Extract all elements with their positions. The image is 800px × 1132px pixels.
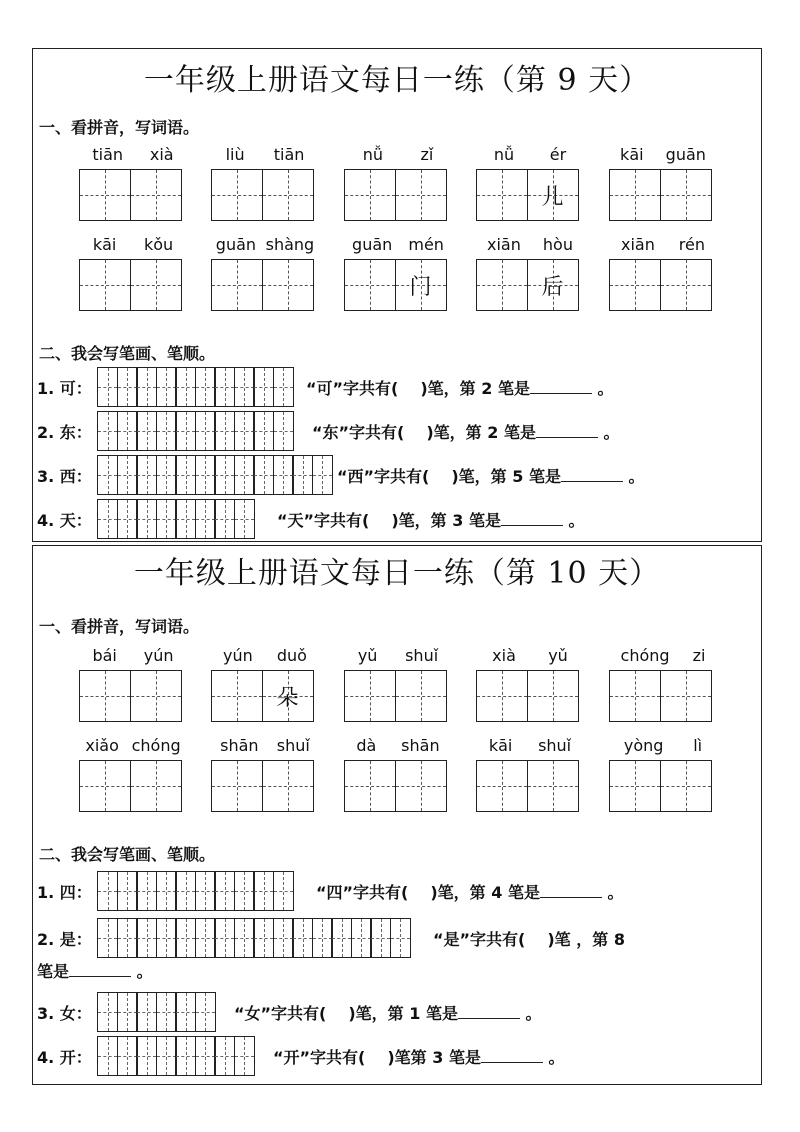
answer-blank[interactable] [481,1046,543,1063]
given-character [528,761,578,811]
given-character: 朵 [276,685,299,711]
day10-panel [32,545,762,1085]
tianzige-cell[interactable] [395,259,447,311]
day9-section2-heading: 二、我会写笔画、笔顺。 [39,344,216,363]
stroke-question: “天”字共有( )笔，第 3 笔是 。 [277,510,585,530]
given-character [477,260,527,310]
stroke-box[interactable] [195,499,216,539]
stroke-box[interactable] [156,1036,177,1076]
tianzige-cell[interactable] [262,259,314,311]
tianzige-cell[interactable] [476,670,528,722]
tianzige-cell[interactable] [609,670,661,722]
day10-stroke-row-1 [37,871,624,911]
tianzige-cell[interactable] [79,670,131,722]
tianzige-cell[interactable] [211,760,263,812]
tianzige-cell[interactable] [79,760,131,812]
pinyin-label [476,736,584,755]
tianzige-cell[interactable] [130,169,182,221]
pinyin-syllable: yǔ [548,646,568,665]
stroke-box[interactable] [214,499,235,539]
pinyin-syllable: hòu [542,235,573,254]
stroke-box[interactable] [175,455,196,495]
stroke-box[interactable] [136,367,157,407]
stroke-box[interactable] [175,411,196,451]
tianzige-cell[interactable] [660,259,712,311]
pinyin-syllable: xiān [620,235,655,254]
pinyin-syllable: mén [408,235,444,254]
pinyin-syllable: yún [223,646,253,665]
given-character [661,260,711,310]
day9-stroke-row-1 [37,367,614,407]
answer-blank[interactable] [458,1002,520,1019]
given-character [212,671,262,721]
stroke-box[interactable] [136,411,157,451]
stroke-box[interactable] [117,499,138,539]
given-character [610,260,660,310]
stroke-label: 4. 天： [37,510,92,530]
pinyin-syllable: shuǐ [538,736,572,755]
stroke-question: “可”字共有( )笔，第 2 笔是 。 [306,378,614,398]
pinyin-syllable: ér [549,145,567,164]
stroke-box[interactable] [273,411,294,451]
pinyin-label [79,736,187,755]
given-character [80,671,130,721]
pinyin-label [476,235,584,254]
pinyin-syllable: zǐ [420,145,434,164]
tianzige-cell[interactable] [527,760,579,812]
tianzige-cell[interactable] [527,169,579,221]
day10-section2-heading: 二、我会写笔画、笔顺。 [39,845,216,864]
stroke-box[interactable] [214,918,235,958]
stroke-box[interactable] [195,411,216,451]
given-character [528,671,578,721]
stroke-box[interactable] [195,871,216,911]
stroke-box[interactable] [195,367,216,407]
stroke-box[interactable] [97,455,118,495]
pinyin-syllable: lì [693,736,703,755]
stroke-box[interactable] [214,411,235,451]
pinyin-label [609,235,717,254]
given-character [131,170,181,220]
given-character [345,260,395,310]
given-character: 门 [409,274,432,300]
given-character [263,761,313,811]
pinyin-syllable: kāi [488,736,513,755]
stroke-box[interactable] [97,367,118,407]
tianzige-cell[interactable] [609,169,661,221]
stroke-box[interactable] [214,1036,235,1076]
given-character [610,671,660,721]
given-character [212,761,262,811]
pinyin-label [211,736,319,755]
pinyin-syllable: shuǐ [276,736,310,755]
stroke-box[interactable] [97,992,118,1032]
pinyin-label [211,646,319,665]
answer-blank[interactable] [69,960,131,977]
pinyin-syllable: bái [92,646,117,665]
stroke-box[interactable] [312,918,333,958]
tianzige-cell[interactable] [660,760,712,812]
stroke-box[interactable] [175,367,196,407]
given-character [212,170,262,220]
stroke-box[interactable] [136,499,157,539]
tianzige-cell[interactable] [660,169,712,221]
stroke-box[interactable] [195,992,216,1032]
stroke-box[interactable] [195,455,216,495]
tianzige-cell[interactable] [130,760,182,812]
pinyin-label [79,145,187,164]
pinyin-label [211,235,319,254]
pinyin-syllable: shuǐ [405,646,439,665]
stroke-question: “四”字共有( )笔，第 4 笔是 。 [316,882,624,902]
stroke-question: “是”字共有( )笔 ，第 8 [433,929,625,949]
day9-panel [32,48,762,542]
pinyin-syllable: xià [149,145,174,164]
pinyin-label [609,145,717,164]
stroke-box[interactable] [175,1036,196,1076]
stroke-box[interactable] [156,367,177,407]
stroke-box[interactable] [253,411,274,451]
given-character [610,170,660,220]
stroke-box[interactable] [175,992,196,1032]
stroke-box[interactable] [234,871,255,911]
given-character [396,761,446,811]
stroke-box[interactable] [136,992,157,1032]
answer-blank[interactable] [536,421,598,438]
pinyin-syllable: shān [401,736,440,755]
given-character [477,170,527,220]
stroke-box[interactable] [234,499,255,539]
given-character [661,170,711,220]
given-character [80,260,130,310]
pinyin-syllable: tiān [273,145,305,164]
stroke-box[interactable] [234,455,255,495]
pinyin-syllable: liù [225,145,245,164]
given-character [661,671,711,721]
tianzige-cell[interactable] [130,670,182,722]
stroke-box[interactable] [156,411,177,451]
stroke-box[interactable] [234,367,255,407]
given-character [80,170,130,220]
pinyin-label [79,235,187,254]
stroke-box[interactable] [292,455,313,495]
day10-section1-heading: 一、看拼音，写词语。 [39,617,200,636]
pinyin-syllable: kāi [92,235,117,254]
stroke-question: “开”字共有( )笔第 3 笔是 。 [273,1047,565,1067]
stroke-box[interactable] [136,871,157,911]
stroke-box[interactable] [351,918,372,958]
pinyin-syllable: tiān [92,145,124,164]
given-character: 后 [541,274,564,300]
day9-section1-heading: 一、看拼音，写词语。 [39,118,200,137]
day9-stroke-row-2 [37,411,620,451]
stroke-box[interactable] [253,871,274,911]
pinyin-syllable: yòng [623,736,664,755]
given-character [396,170,446,220]
pinyin-syllable: nǚ [362,145,383,164]
pinyin-syllable: guān [215,235,257,254]
pinyin-syllable: shàng [265,235,315,254]
stroke-label: 1. 可： [37,378,92,398]
stroke-box[interactable] [390,918,411,958]
stroke-box[interactable] [253,455,274,495]
stroke-grid[interactable] [97,411,292,451]
stroke-box[interactable] [117,1036,138,1076]
stroke-box[interactable] [273,455,294,495]
stroke-box[interactable] [312,455,333,495]
pinyin-label [344,646,452,665]
pinyin-label [79,646,187,665]
stroke-question: “女”字共有( )笔，第 1 笔是 。 [234,1003,542,1023]
stroke-grid[interactable] [97,367,292,407]
stroke-box[interactable] [117,871,138,911]
pinyin-syllable: xià [492,646,516,665]
stroke-box[interactable] [253,918,274,958]
tianzige-cell[interactable] [609,760,661,812]
pinyin-syllable: shān [220,736,259,755]
stroke-label: 3. 女： [37,1003,92,1023]
stroke-box[interactable] [117,992,138,1032]
tianzige-cell[interactable] [79,169,131,221]
given-character [212,260,262,310]
given-character [345,170,395,220]
tianzige-cell[interactable] [527,670,579,722]
stroke-label: 4. 开： [37,1047,92,1067]
pinyin-syllable: yún [143,646,174,665]
pinyin-syllable: guān [665,145,706,164]
stroke-box[interactable] [273,871,294,911]
given-character [477,761,527,811]
day10-title: 一年级上册语文每日一练（第 10 天） [133,556,661,591]
stroke-label: 2. 东： [37,422,92,442]
stroke-box[interactable] [117,455,138,495]
tianzige-cell[interactable] [395,670,447,722]
given-character [610,761,660,811]
pinyin-label [476,646,584,665]
tianzige-cell[interactable] [344,760,396,812]
stroke-box[interactable] [273,367,294,407]
stroke-box[interactable] [214,455,235,495]
stroke-label: 2. 是： [37,929,92,949]
answer-blank[interactable] [501,509,563,526]
stroke-box[interactable] [156,871,177,911]
answer-blank[interactable] [530,377,592,394]
tianzige-cell[interactable] [660,670,712,722]
stroke-question: “西”字共有( )笔，第 5 笔是 。 [337,466,645,486]
stroke-box[interactable] [175,918,196,958]
pinyin-label [211,145,319,164]
stroke-label: 3. 西： [37,466,92,486]
stroke-box[interactable] [370,918,391,958]
tianzige-cell[interactable] [476,760,528,812]
given-character [661,761,711,811]
stroke-box[interactable] [156,918,177,958]
day10-stroke-row-4 [37,1036,565,1076]
given-character [131,761,181,811]
day10-stroke-continuation: 笔是 。 [37,961,153,981]
answer-blank[interactable] [540,881,602,898]
stroke-box[interactable] [117,367,138,407]
stroke-box[interactable] [195,1036,216,1076]
stroke-box[interactable] [117,411,138,451]
tianzige-cell[interactable] [79,259,131,311]
stroke-box[interactable] [253,367,274,407]
stroke-box[interactable] [234,918,255,958]
pinyin-syllable: xiān [487,235,521,254]
day9-stroke-row-4 [37,499,585,539]
pinyin-label [344,736,452,755]
stroke-box[interactable] [195,918,216,958]
stroke-box[interactable] [156,455,177,495]
stroke-grid[interactable] [97,499,253,539]
stroke-box[interactable] [175,499,196,539]
answer-blank[interactable] [561,465,623,482]
tianzige-cell[interactable] [344,670,396,722]
pinyin-syllable: rén [678,235,705,254]
pinyin-syllable: xiǎo [85,736,119,755]
pinyin-syllable: dà [356,736,377,755]
tianzige-cell[interactable] [395,760,447,812]
stroke-grid[interactable] [97,455,331,495]
pinyin-label [609,646,717,665]
given-character: 儿 [541,184,564,210]
stroke-box[interactable] [156,992,177,1032]
stroke-box[interactable] [273,918,294,958]
stroke-box[interactable] [97,1036,118,1076]
pinyin-syllable: chóng [620,646,670,665]
given-character [131,260,181,310]
given-character [263,260,313,310]
tianzige-cell[interactable] [609,259,661,311]
pinyin-syllable: guān [352,235,393,254]
stroke-box[interactable] [97,871,118,911]
pinyin-label [344,235,452,254]
tianzige-cell[interactable] [344,169,396,221]
stroke-box[interactable] [234,1036,255,1076]
stroke-grid[interactable] [97,992,214,1032]
stroke-box[interactable] [97,411,118,451]
pinyin-syllable: zi [692,646,706,665]
pinyin-syllable: duǒ [276,646,307,665]
stroke-box[interactable] [136,1036,157,1076]
tianzige-cell[interactable] [211,670,263,722]
stroke-box[interactable] [214,367,235,407]
stroke-box[interactable] [97,499,118,539]
given-character [345,761,395,811]
stroke-box[interactable] [331,918,352,958]
stroke-box[interactable] [156,499,177,539]
given-character [131,671,181,721]
stroke-box[interactable] [175,871,196,911]
tianzige-cell[interactable] [476,259,528,311]
stroke-label: 1. 四： [37,882,92,902]
tianzige-cell[interactable] [262,760,314,812]
tianzige-cell[interactable] [527,259,579,311]
stroke-box[interactable] [234,411,255,451]
pinyin-label [476,145,584,164]
tianzige-cell[interactable] [476,169,528,221]
given-character [477,671,527,721]
day10-stroke-row-3 [37,992,542,1032]
given-character [80,761,130,811]
tianzige-cell[interactable] [395,169,447,221]
pinyin-syllable: chóng [131,736,181,755]
pinyin-syllable: yǔ [357,646,378,665]
day9-title: 一年级上册语文每日一练（第 9 天） [143,63,651,98]
tianzige-cell[interactable] [262,169,314,221]
stroke-box[interactable] [214,871,235,911]
given-character [345,671,395,721]
stroke-box[interactable] [292,918,313,958]
tianzige-cell[interactable] [211,259,263,311]
given-character [263,170,313,220]
tianzige-cell[interactable] [130,259,182,311]
tianzige-cell[interactable] [211,169,263,221]
stroke-grid[interactable] [97,1036,253,1076]
stroke-grid[interactable] [97,871,292,911]
stroke-question: “东”字共有( )笔，第 2 笔是 。 [312,422,620,442]
pinyin-syllable: nǚ [493,145,515,164]
pinyin-label [609,736,717,755]
pinyin-label [344,145,452,164]
day9-stroke-row-3 [37,455,645,495]
given-character [396,671,446,721]
pinyin-syllable: kāi [620,145,644,164]
pinyin-syllable: kǒu [143,235,174,254]
tianzige-cell[interactable] [262,670,314,722]
tianzige-cell[interactable] [344,259,396,311]
stroke-box[interactable] [136,455,157,495]
